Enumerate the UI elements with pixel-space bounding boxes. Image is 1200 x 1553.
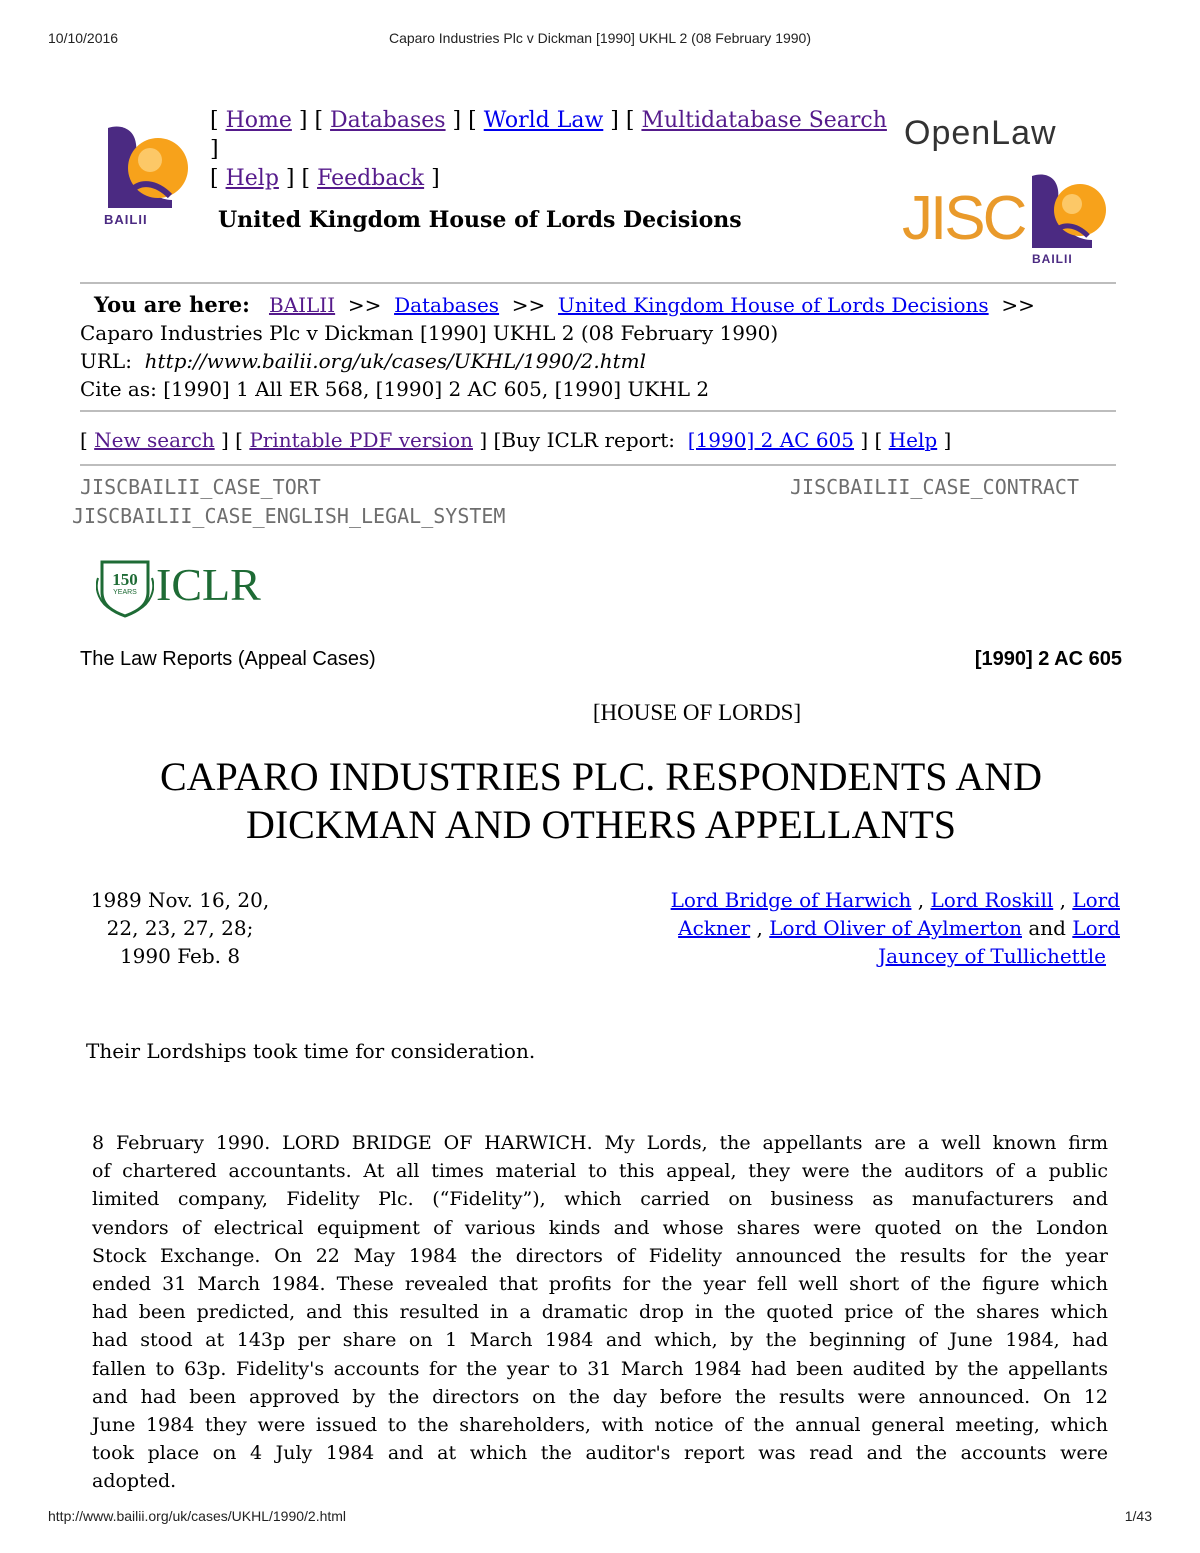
tag-contract: JISCBAILII_CASE_CONTRACT [790, 475, 1079, 499]
paragraph-line: had stood at 143p per share on 1 March 1984 and which, by the beginning of June 1984, had [92, 1329, 1108, 1352]
paragraph-line: Stock Exchange. On 22 May 1984 the directors of Fidelity announced the results for the year [92, 1244, 1108, 1267]
iclr-report-link[interactable]: [1990] 2 AC 605 [687, 428, 854, 452]
breadcrumb-databases-link[interactable]: Databases [394, 293, 500, 317]
breadcrumb-separator: >> [511, 293, 546, 317]
bailii-logo-text: BAILII [104, 212, 148, 227]
nav-multidatabase-search-link[interactable]: Multidatabase Search [641, 108, 887, 133]
breadcrumb-label: You are here: [94, 292, 250, 317]
judge-roskill-link[interactable]: Lord Roskill [930, 888, 1054, 912]
breadcrumb-bailii-link[interactable]: BAILII [268, 293, 336, 317]
case-title-line-1: CAPARO INDUSTRIES PLC. RESPONDENTS AND [159, 754, 1042, 799]
judges-row-1 [600, 886, 1120, 914]
buy-iclr-label: [Buy ICLR report: [493, 428, 676, 452]
paragraph-line: and had been approved by the directors on the day before the results were announced. On 12 [92, 1385, 1108, 1408]
judge-separator: , [756, 916, 763, 940]
cite-line: Cite as: [1990] 1 All ER 568, [1990] 2 AC 605, [1990] UKHL 2 [80, 377, 710, 401]
print-title: Caparo Industries Plc v Dickman [1990] UKHL 2 (08 February 1990) [388, 30, 811, 46]
nav-databases-link[interactable]: Databases [330, 108, 446, 133]
consideration-note: Their Lordships took time for consideration. [86, 1039, 536, 1063]
case-title-line-2: DICKMAN AND OTHERS APPELLANTS [245, 802, 957, 847]
iclr-logo [96, 556, 296, 618]
help-link[interactable]: Help [888, 428, 938, 452]
bailii-logo-right[interactable] [1026, 172, 1110, 268]
judge-bridge-link[interactable]: Lord Bridge of Harwich [670, 888, 912, 912]
judges-row-3 [600, 942, 1120, 970]
judge-jauncey-link[interactable]: Lord [1072, 916, 1120, 940]
judge-separator: , [917, 888, 925, 912]
nav-help-link[interactable]: Help [225, 166, 279, 191]
paragraph-line: ended 31 March 1984. These revealed that profits for the year fell well short of the figure which [92, 1273, 1108, 1296]
paragraph-line: adopted. [92, 1470, 177, 1493]
paragraph-line: of chartered accountants. At all times material to this appeal, they were the auditors of a public [92, 1160, 1108, 1183]
print-footer-page: 1/43 [1124, 1508, 1152, 1524]
judge-oliver-link[interactable]: Lord Oliver of Aylmerton [769, 916, 1022, 940]
iclr-badge-sub: YEARS [113, 589, 137, 596]
hearing-date-line: 1990 Feb. 8 [119, 944, 241, 968]
new-search-link[interactable]: New search [94, 428, 215, 452]
top-nav [210, 106, 890, 193]
openlaw-logo[interactable]: OpenLaw [904, 114, 1057, 152]
judge-ackner-link[interactable]: Ackner [678, 916, 751, 940]
judge-ackner-link[interactable]: Lord [1072, 888, 1120, 912]
url-value: http://www.bailii.org/uk/cases/UKHL/1990/2.html [144, 349, 647, 373]
judges-row-2 [600, 914, 1120, 942]
paragraph-line: fallen to 63p. Fidelity's accounts for the year to 31 March 1984 had been audited by the appellants [92, 1357, 1108, 1380]
iclr-logo-text: ICLR [156, 559, 261, 610]
iclr-badge-number: 150 [112, 570, 138, 589]
printable-pdf-link[interactable]: Printable PDF version [249, 428, 473, 452]
action-bar: [ New search ] [ Printable PDF version ] [Buy ICLR report: [1990] 2 AC 605 ] [ Help ] [80, 428, 952, 452]
breadcrumb-separator: >> [347, 293, 382, 317]
breadcrumb-separator: >> [1001, 293, 1035, 317]
top-nav-row-2: [ Help ] [ Feedback ] [210, 166, 440, 191]
paragraph-line: limited company, Fidelity Plc. (“Fidelity”), which carried on business as manufacturers and [92, 1188, 1108, 1211]
judgment-paragraph [92, 1129, 1108, 1496]
judge-jauncey-link[interactable]: Jauncey of Tullichettle [878, 944, 1106, 968]
paragraph-line: 8 February 1990. LORD BRIDGE OF HARWICH. My Lords, the appellants are a well known firm [92, 1132, 1108, 1154]
court-name: [HOUSE OF LORDS] [592, 700, 802, 725]
breadcrumb-row [80, 291, 1140, 319]
site-heading: United Kingdom House of Lords Decisions [218, 207, 742, 233]
url-line [80, 347, 1140, 375]
breadcrumb-ukhl-link[interactable]: United Kingdom House of Lords Decisions [558, 293, 989, 317]
paragraph-line: had been predicted, and this resulted in a dramatic drop in the quoted price of the shares which [92, 1301, 1108, 1324]
url-label: URL: [80, 349, 132, 373]
hearing-date-line: 1989 Nov. 16, 20, [90, 888, 270, 912]
breadcrumb-current: Caparo Industries Plc v Dickman [1990] UKHL 2 (08 February 1990) [80, 321, 779, 345]
hearing-dates [80, 886, 280, 970]
judge-and: and [1028, 916, 1066, 940]
breadcrumb [80, 291, 1140, 403]
tag-english-legal-system: JISCBAILII_CASE_ENGLISH_LEGAL_SYSTEM [72, 504, 506, 528]
print-footer-url: http://www.bailii.org/uk/cases/UKHL/1990/2.html [48, 1508, 347, 1524]
paragraph-line: took place on 4 July 1984 and at which the auditor's report was read and the accounts were [92, 1442, 1108, 1465]
nav-world-law-link[interactable]: World Law [483, 108, 604, 133]
judge-separator: , [1059, 888, 1066, 912]
tag-tort: JISCBAILII_CASE_TORT [80, 475, 321, 499]
case-title [80, 753, 1122, 849]
jisc-logo[interactable]: JISC [902, 184, 1025, 253]
nav-feedback-link[interactable]: Feedback [317, 166, 425, 191]
nav-home-link[interactable]: Home [225, 108, 292, 133]
report-series: The Law Reports (Appeal Cases) [80, 648, 376, 670]
bailii-logo-right-text: BAILII [1032, 252, 1073, 266]
judges [600, 886, 1120, 970]
divider [80, 282, 1116, 284]
hearing-date-line: 22, 23, 27, 28; [106, 916, 254, 940]
paragraph-line: June 1984 they were issued to the shareholders, with notice of the annual general meeting, which [92, 1414, 1108, 1437]
divider [80, 410, 1116, 412]
bailii-logo[interactable] [100, 122, 196, 232]
top-nav-row-1: [ Home ] [ Databases ] [ World Law ] [ Multidatabase Search ] [210, 108, 887, 162]
paragraph-line: vendors of electrical equipment of various kinds and whose shares were quoted on the London [92, 1216, 1108, 1239]
print-date: 10/10/2016 [48, 30, 119, 46]
divider [80, 464, 1116, 466]
report-citation: [1990] 2 AC 605 [974, 648, 1122, 670]
